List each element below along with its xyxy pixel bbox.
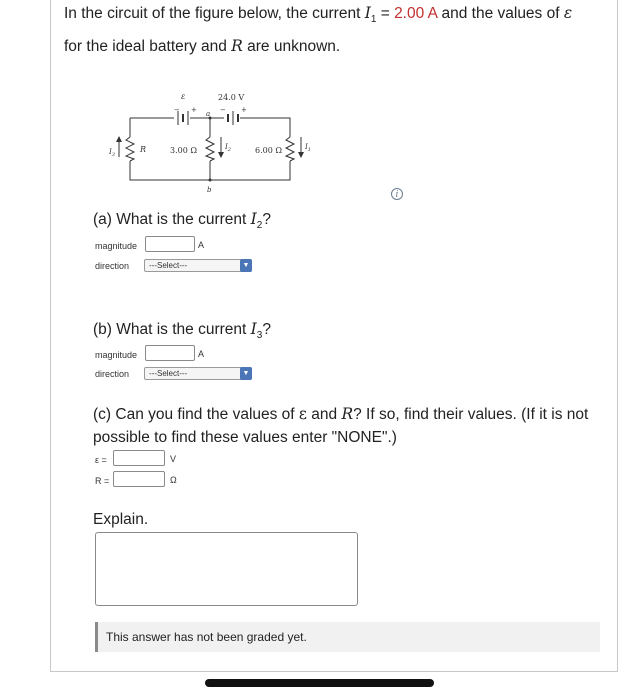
r-label: R xyxy=(140,145,147,154)
node-b-label: b xyxy=(207,186,212,194)
part-a-direction-value: ---Select--- xyxy=(149,261,188,270)
circuit-diagram xyxy=(100,85,330,195)
intro-text-4: are unknown. xyxy=(242,38,341,56)
part-a-question: (a) What is the current $I_2$? xyxy=(93,210,271,232)
explain-textarea[interactable] xyxy=(95,532,358,606)
emf-input[interactable] xyxy=(113,450,165,466)
part-a-direction-select[interactable] xyxy=(144,259,252,272)
r-unit: Ω xyxy=(170,475,177,485)
part-b-magnitude-label: magnitude xyxy=(95,350,138,360)
part-b-question: (b) What is the current $I_3$? xyxy=(93,320,271,342)
battery-minus: − xyxy=(174,106,180,114)
question-intro xyxy=(64,0,624,60)
chevron-down-icon: ▼ xyxy=(240,367,252,380)
r-var: R xyxy=(231,37,243,56)
emf-input-label: ε = xyxy=(95,455,107,465)
part-a-unit: A xyxy=(198,240,205,250)
chevron-down-icon: ▼ xyxy=(240,259,252,272)
i1-label: $I_1$ xyxy=(305,143,311,153)
emf-label: ε xyxy=(181,92,186,101)
node-a-label: a xyxy=(206,110,211,118)
part-a-magnitude-label: magnitude xyxy=(95,241,138,251)
current-sub: 1 xyxy=(370,14,377,26)
battery-plus: + xyxy=(191,106,197,114)
part-b-unit: A xyxy=(198,349,205,359)
part-a-direction-label: direction xyxy=(95,261,130,271)
part-b-direction-select[interactable] xyxy=(144,367,252,380)
intro-text-2: and the values of xyxy=(437,5,564,22)
r1-label: 3.00 Ω xyxy=(170,146,197,155)
r-input[interactable] xyxy=(113,471,165,487)
r-input-label: R = xyxy=(95,476,110,486)
part-b-direction-value: ---Select--- xyxy=(149,369,188,378)
battery2-minus: − xyxy=(220,106,226,114)
intro-text: In the circuit of the figure below, the current xyxy=(64,5,365,22)
battery-voltage-label: 24.0 V xyxy=(218,93,245,102)
home-indicator[interactable] xyxy=(205,679,434,687)
part-b-direction-label: direction xyxy=(95,369,130,379)
r2-label: 6.00 Ω xyxy=(255,146,282,155)
part-a-magnitude-input[interactable] xyxy=(145,236,195,252)
current-value: 2.00 A xyxy=(394,5,438,22)
info-icon[interactable]: i xyxy=(391,188,403,200)
emf-unit: V xyxy=(170,454,177,464)
emf-symbol: ε xyxy=(563,4,573,22)
part-b-magnitude-input[interactable] xyxy=(145,345,195,361)
explain-label: Explain. xyxy=(93,511,149,528)
battery2-plus: + xyxy=(241,106,247,114)
part-c-question: (c) Can you find the values of ε and R? If so, find their values. (If it is not possible to find these values enter "NONE".) xyxy=(93,405,589,446)
current-var: I xyxy=(364,4,371,22)
intro-text-3: for the ideal battery and xyxy=(64,38,232,56)
grading-status: This answer has not been graded yet. xyxy=(95,622,600,652)
i3-label: $I_3$ xyxy=(109,148,115,158)
i2-label: $I_2$ xyxy=(225,143,231,153)
equals: = xyxy=(376,5,395,22)
